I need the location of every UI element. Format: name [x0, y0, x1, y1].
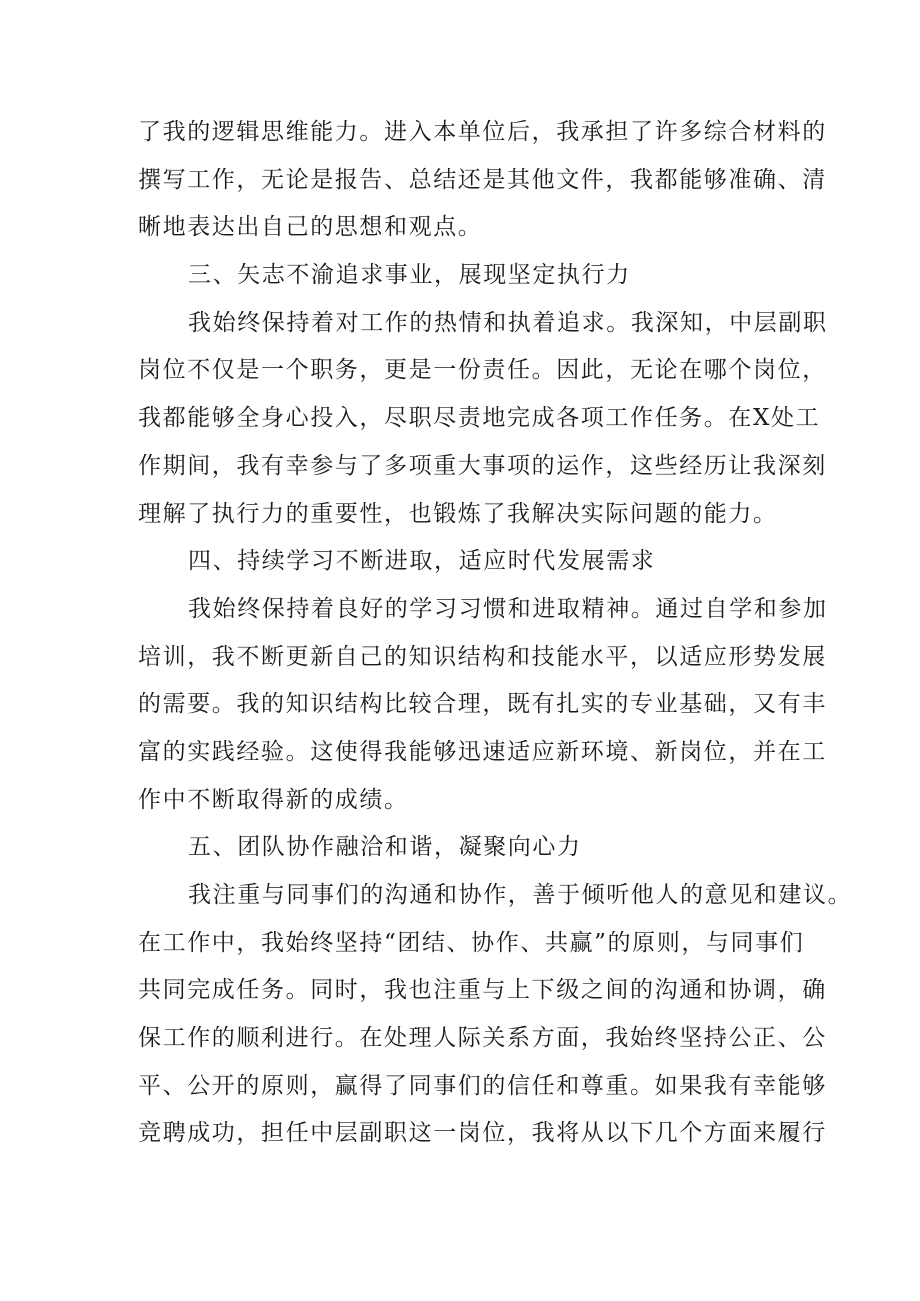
text-line: 岗位不仅是一个职务，更是一份责任。因此，无论在哪个岗位， [138, 357, 827, 384]
section-heading-4: 四、持续学习不断进取，适应时代发展需求 [188, 548, 656, 575]
document-page [138, 112, 853, 1161]
text-line: 晰地表达出自己的思想和观点。 [138, 214, 483, 241]
paragraph-start: 我始终保持着良好的学习习惯和进取精神。通过自学和参加 [188, 595, 828, 622]
text-line: 了我的逻辑思维能力。进入本单位后，我承担了许多综合材料的 [138, 119, 827, 145]
paragraph-start: 我注重与同事们的沟通和协作，善于倾听他人的意见和建议。 [188, 882, 853, 908]
text-line: 富的实践经验。这使得我能够迅速适应新环境、新岗位，并在工 [138, 738, 827, 765]
text-line: 撰写工作，无论是报告、总结还是其他文件，我都能够准确、清 [138, 166, 827, 193]
section-heading-3: 三、矢志不渝追求事业，展现坚定执行力 [188, 262, 631, 289]
text-line: 平、公开的原则，赢得了同事们的信任和尊重。如果我有幸能够 [138, 1072, 827, 1099]
text-line: 共同完成任务。同时，我也注重与上下级之间的沟通和协调，确 [138, 977, 827, 1004]
section-heading-5: 五、团队协作融洽和谐，凝聚向心力 [188, 834, 582, 861]
text-line: 在工作中，我始终坚持“团结、协作、共赢”的原则，与同事们 [138, 929, 805, 956]
paragraph-start: 我始终保持着对工作的热情和执着追求。我深知，中层副职 [188, 309, 828, 336]
text-line: 培训，我不断更新自己的知识结构和技能水平，以适应形势发展 [138, 643, 827, 670]
text-line: 竞聘成功，担任中层副职这一岗位，我将从以下几个方面来履行 [138, 1120, 827, 1147]
text-line: 作期间，我有幸参与了多项重大事项的运作，这些经历让我深刻 [138, 452, 827, 479]
text-line: 的需要。我的知识结构比较合理，既有扎实的专业基础，又有丰 [138, 691, 827, 718]
text-line: 保工作的顺利进行。在处理人际关系方面，我始终坚持公正、公 [138, 1025, 827, 1052]
text-line: 理解了执行力的重要性，也锻炼了我解决实际问题的能力。 [138, 500, 778, 527]
text-line: 我都能够全身心投入，尽职尽责地完成各项工作任务。在X处工 [138, 405, 821, 432]
text-line: 作中不断取得新的成绩。 [138, 786, 409, 813]
